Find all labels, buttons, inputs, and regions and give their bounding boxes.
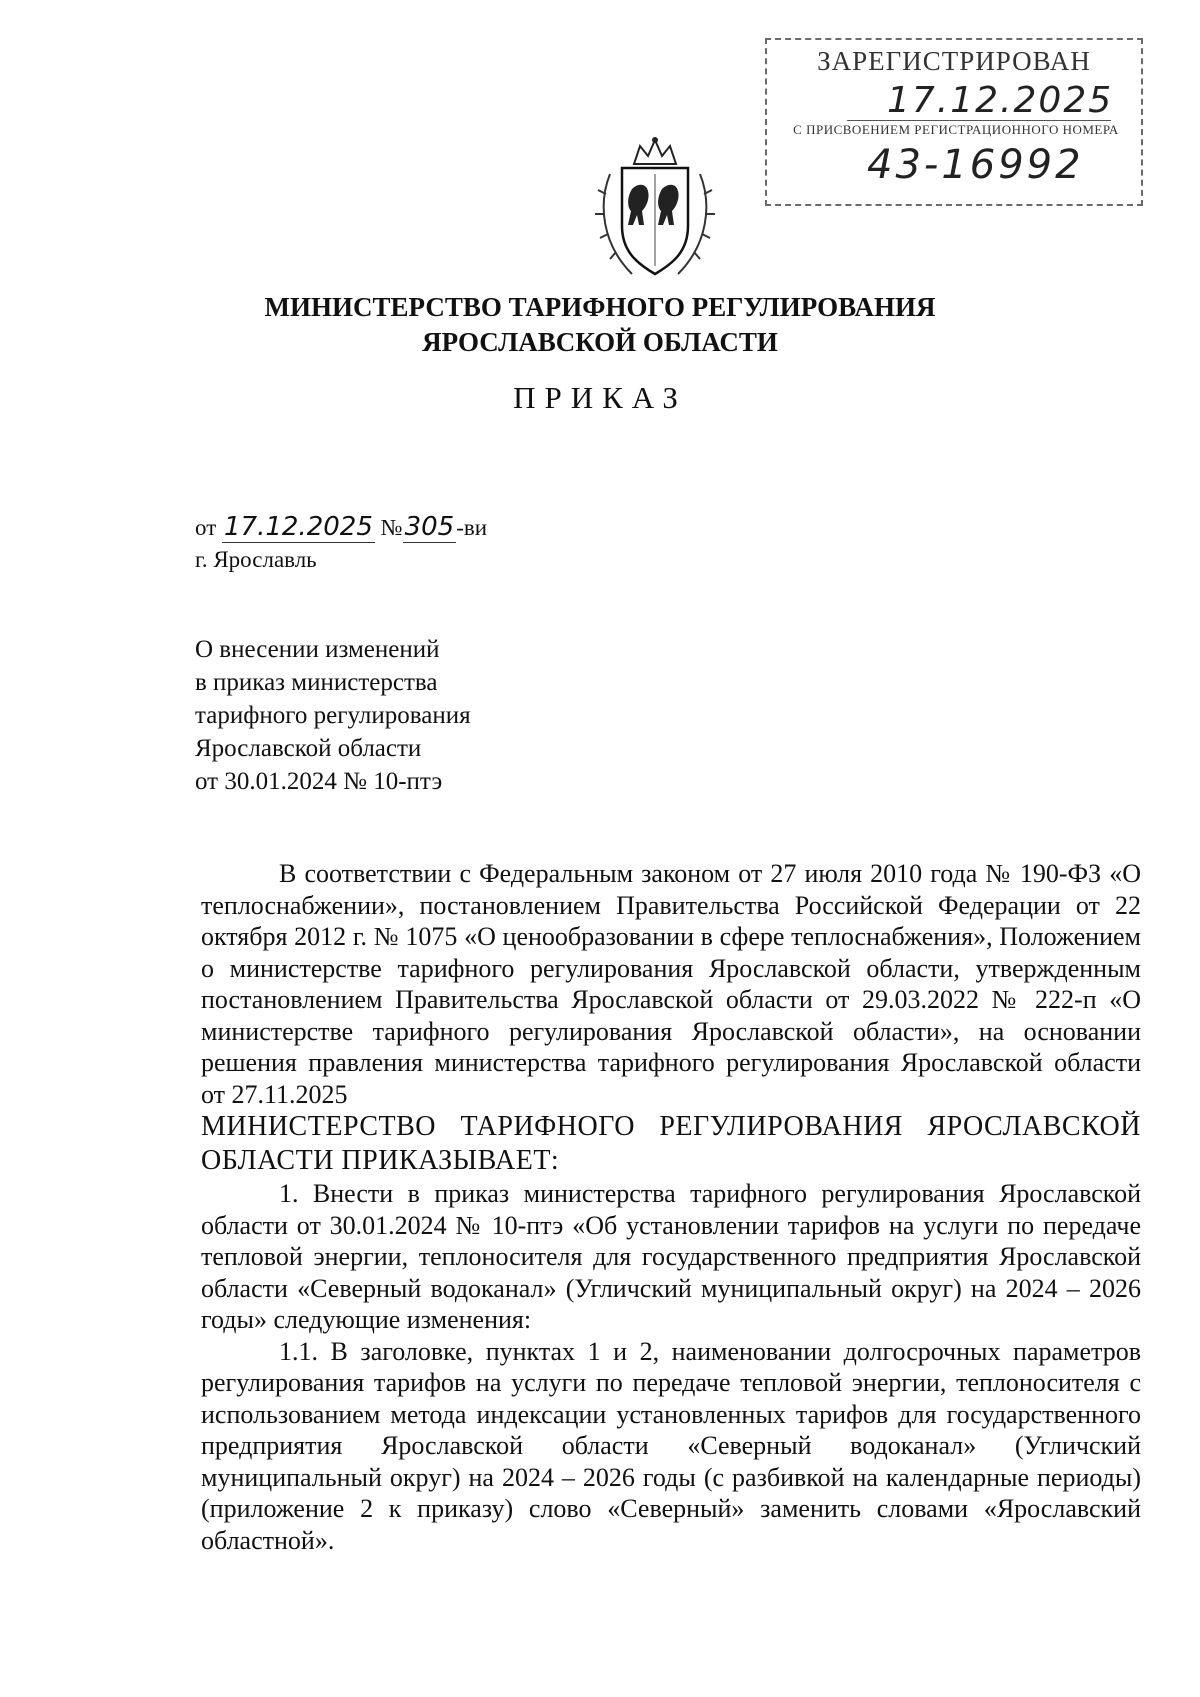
- subject-line: Ярославской области: [195, 735, 422, 762]
- stamp-subtitle: С ПРИСВОЕНИЕМ РЕГИСТРАЦИОННОГО НОМЕРА: [793, 122, 1119, 137]
- stamp-number: 43-16992: [867, 142, 1084, 188]
- stamp-date: 17.12.2025: [887, 80, 1114, 121]
- order-number: 305: [404, 512, 455, 542]
- ministry-name-line2: ЯРОСЛАВСКОЙ ОБЛАСТИ: [422, 327, 778, 357]
- item-1-1-paragraph: 1.1. В заголовке, пунктах 1 и 2, наименовании долгосрочных параметров регулирования тарифов на услуги по передаче тепловой энергии, теплоносителя с использованием метода индексации установленных тарифов для государственного предприятия Ярославской области «Северный водоканал» (Угличский муниципальный округ) на 2024 – 2026 годы (с разбивкой на календарные периоды) (приложение 2 к приказу) слово «Северный» заменить словами «Ярославский областной».: [201, 1336, 1141, 1555]
- yaroslavl-coat-of-arms-icon: [592, 134, 718, 284]
- order-directive: МИНИСТЕРСТВО ТАРИФНОГО РЕГУЛИРОВАНИЯ ЯРОСЛАВСКОЙ ОБЛАСТИ ПРИКАЗЫВАЕТ:: [201, 1111, 1141, 1176]
- order-date: 17.12.2025: [224, 512, 373, 542]
- subject-line: от 30.01.2024 № 10-птэ: [195, 768, 443, 795]
- order-number-suffix: -ви: [456, 515, 488, 540]
- stamp-title: ЗАРЕГИСТРИРОВАН: [817, 46, 1091, 76]
- stamp-date-underline: [847, 120, 1111, 121]
- subject-line: в приказ министерства: [195, 669, 438, 696]
- ministry-name-line1: МИНИСТЕРСТВО ТАРИФНОГО РЕГУЛИРОВАНИЯ: [264, 292, 936, 322]
- document-type: ПРИКАЗ: [513, 380, 687, 415]
- order-body: [201, 858, 1141, 1556]
- subject-line: тарифного регулирования: [195, 702, 471, 729]
- number-label: №: [380, 515, 403, 540]
- preamble-paragraph: В соответствии с Федеральным законом от 27 июля 2010 года № 190-ФЗ «О теплоснабжении», постановлением Правительства Российской Федерации от 22 октября 2012 г. № 1075 «О ценообразовании в сфере теплоснабжения», Положением о министерстве тарифного регулирования Ярославской области, утвержденным постановлением Правительства Ярославской области от 29.03.2022 № 222-п «О министерстве тарифного регулирования Ярославской области», на основании решения правления министерства тарифного регулирования Ярославской области от 27.11.2025: [201, 859, 1141, 1109]
- subject-line: О внесении изменений: [195, 636, 440, 663]
- city: г. Ярославль: [195, 547, 317, 572]
- order-subject: [195, 633, 471, 798]
- registration-stamp: [765, 38, 1143, 206]
- from-label: от: [195, 515, 217, 540]
- item-1-paragraph: 1. Внести в приказ министерства тарифного регулирования Ярославской области от 30.01.2024 № 10-птэ «Об установлении тарифов на услуги по передаче тепловой энергии, теплоносителя для государственного предприятия Ярославской области «Северный водоканал» (Угличский муниципальный округ) на 2024 – 2026 годы» следующие изменения:: [201, 1179, 1141, 1334]
- ministry-name: [0, 290, 1200, 360]
- document-meta: [195, 511, 487, 576]
